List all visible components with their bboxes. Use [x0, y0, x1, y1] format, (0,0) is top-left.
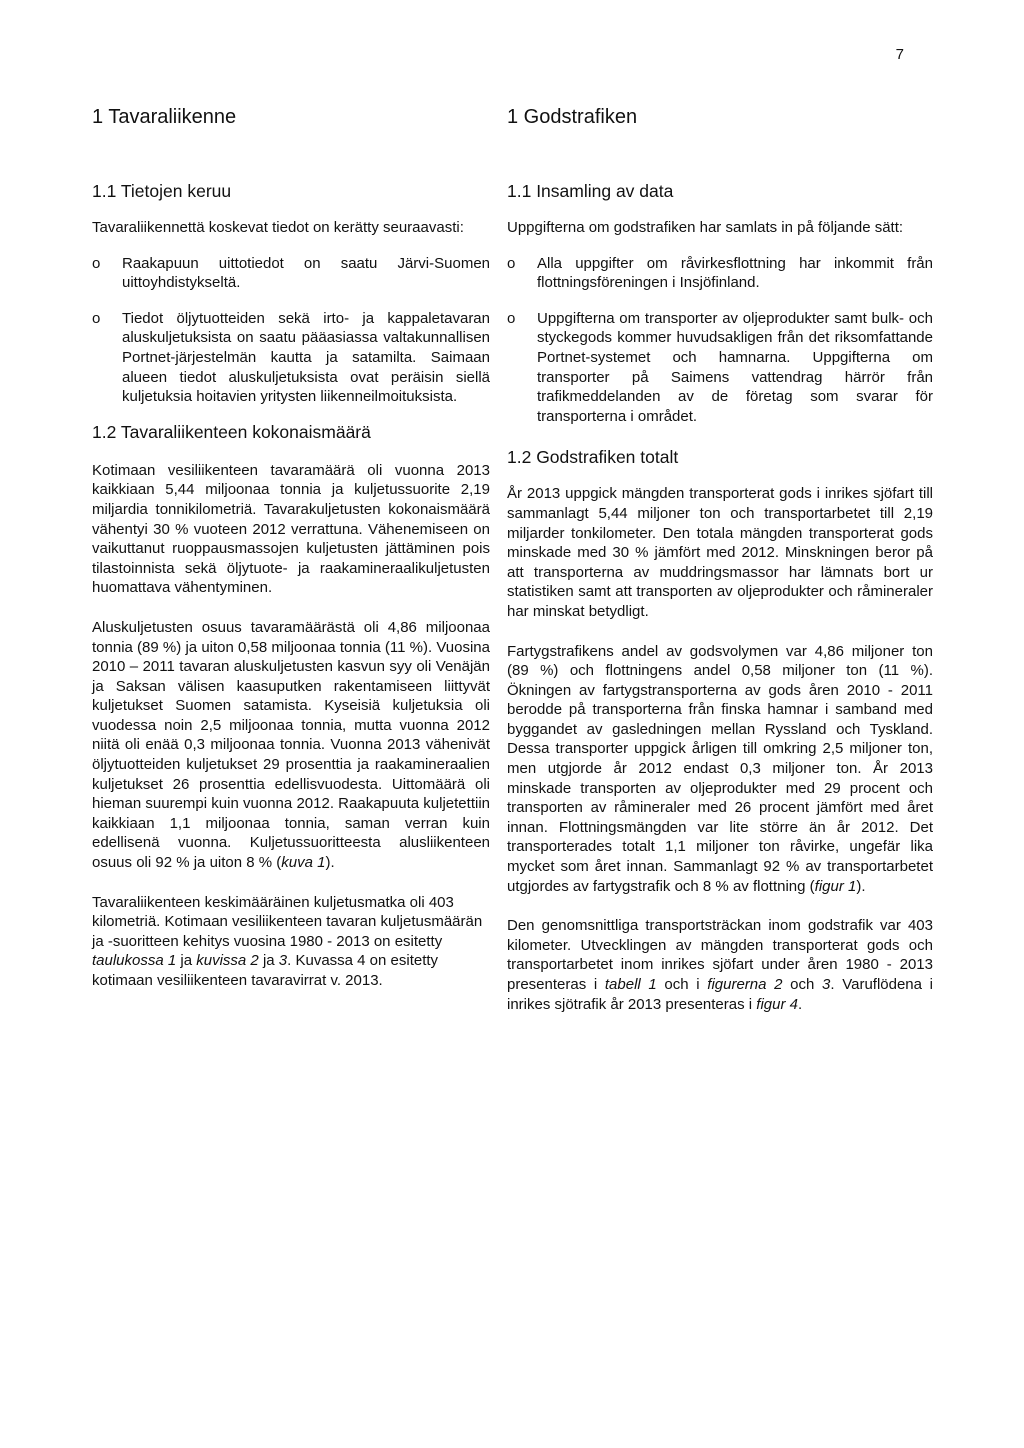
finnish-section2-title: 1.2 Tavaraliikenteen kokonaismäärä: [92, 421, 371, 442]
bullet-marker: o: [507, 309, 516, 327]
bullet-text: Alla uppgifter om råvirkesflottning har inkommit från flottningsföreningen i Insjöfinland.: [537, 254, 933, 292]
list-item: [507, 309, 933, 427]
swedish-section1-title: 1.1 Insamling av data: [507, 181, 674, 201]
swedish-title: 1 Godstrafiken: [507, 106, 638, 128]
table-reference: tabell 1: [604, 976, 657, 993]
finnish-paragraph-3: Tavaraliikenteen keskimääräinen kuljetusmatka oli 403 kilometriä. Kotimaan vesiliikenteen tavaran kuljetusmäärän ja -suoritteen kehitys vuosina 1980 - 2013 on esitetty taulukossa 1 ja kuvissa 2 ja 3. Kuvassa 4 on esitetty kotimaan vesiliikenteen tavaravirrat v. 2013.: [92, 893, 483, 989]
figure-reference: 3: [822, 976, 831, 993]
finnish-section1-title: 1.1 Tietojen keruu: [92, 181, 232, 201]
page-number: 7: [895, 46, 904, 63]
figure-reference: figur 4: [756, 995, 798, 1013]
swedish-bullet-list: [507, 254, 933, 427]
finnish-title: 1 Tavaraliikenne: [92, 106, 237, 128]
list-item: [92, 309, 490, 407]
figure-reference: kuvissa 2: [196, 952, 259, 970]
figure-reference: kuva 1: [281, 854, 326, 872]
swedish-paragraph-3: Den genomsnittliga transportsträckan inom godstrafik var 403 kilometer. Utvecklingen av mängden transporterat gods och transportarbetet inom inrikes sjöfart under åren 1980 - 2013 presenteras i tabell 1 och i figurerna 2 och 3. Varuflödena i inrikes sjötrafik år 2013 presenteras i figur 4.: [507, 917, 933, 1013]
swedish-paragraph-1: År 2013 uppgick mängden transporterat gods i inrikes sjöfart till sammanlagt 5,44 miljoner ton och transportarbetet till 2,19 miljarder tonkilometer. Den totala mängden transporterat gods minskade med 30 % jämfört med 2012. Minskningen beror på att transporterna av muddringsmassor har lämnats bort ur statistiken samt att transporten av oljeprodukter och råmineraler har minskat betydligt.: [507, 485, 933, 620]
swedish-paragraph-2: Fartygstrafikens andel av godsvolymen var 4,86 miljoner ton (89 %) och flottningens andel 0,58 miljoner ton (11 %). Ökningen av fartygstransporterna av gods åren 2010 - 2011 berodde på transporterna från finska hamnar i samband med byggandet av gasledningen mellan Ryssland och Tyskland. Dessa transporter uppgick årligen till omkring 2,5 miljoner ton, men utgjorde år 2012 endast 0,3 miljoner ton. År 2013 minskade transporten av oljeprodukter med 29 procent och transporten av råmineraler med 26 procent jämfört med året innan. Flottningsmängden var lite större än år 2012. Det transporterades totalt 1,1 miljoner ton råvirke, ungefär lika mycket som året innan. Sammanlagt 92 % av transportarbetet utgjordes av fartygstrafik och 8 % av flottning (figur 1).: [507, 642, 933, 895]
list-item: [507, 254, 933, 293]
bullet-text: Raakapuun uittotiedot on saatu Järvi-Suomen uittoyhdistykseltä.: [122, 254, 490, 292]
finnish-paragraph-2: Aluskuljetusten osuus tavaramäärästä oli 4,86 miljoonaa tonnia (89 %) ja uiton 0,58 miljoonaa tonnia (11 %). Vuosina 2010 – 2011 tavaran aluskuljetusten kasvun syy oli Venäjän ja Saksan välisen kaasuputken rakentamiseen liittyvät kuljetukset Suomen satamista. Kyseisiä kuljetuksia oli vuodessa noin 2,5 miljoonaa tonnia, mutta vuonna 2012 niitä oli enää 0,3 miljoonaa tonnia. Vuonna 2013 vähenivät öljytuotteiden kuljetukset 29 prosenttia ja raakamineraalien kuljetukset 26 prosenttia edellisvuodesta. Uittomäärä oli hieman suurempi kuin vuonna 2012. Raakapuuta kuljetettiin kaikkiaan 1,1 miljoonaa tonnia, saman verran kuin edellisenä vuonna. Kuljetussuoritteesta alusliikenteen osuus oli 92 % ja uiton 8 % (kuva 1).: [92, 618, 490, 872]
finnish-column: [92, 104, 490, 991]
figure-reference: 3: [278, 952, 288, 970]
finnish-paragraph-1: Kotimaan vesiliikenteen tavaramäärä oli vuonna 2013 kaikkiaan 5,44 miljoonaa tonnia ja kuljetussuorite 2,19 miljardia tonnikilometriä. Tavarakuljetusten kokonaismäärä vähentyi 30 % vuoteen 2012 verrattuna. Vähenemiseen on vaikuttanut ruoppausmassojen kuljetusten jättäminen pois tilastoinnista sekä öljytuote- ja raakamineraalikuljetusten huomattava vähentyminen.: [92, 461, 490, 597]
figure-reference: figur 1: [814, 877, 857, 895]
bullet-marker: o: [92, 309, 101, 327]
bullet-marker: o: [507, 254, 516, 272]
bullet-text: Tiedot öljytuotteiden sekä irto- ja kappaletavaran aluskuljetuksista on saatu pääasiassa valtakunnallisen Portnet-järjestelmän kautta ja satamilta. Saimaan alueen tiedot aluskuljetuksista ovat peräisin siellä kuljetuksia hoitavien yritysten liikenneilmoituksista.: [122, 309, 490, 406]
swedish-section1-intro: Uppgifterna om godstrafiken har samlats in på följande sätt:: [507, 219, 904, 236]
finnish-bullet-list: [92, 254, 490, 407]
finnish-section1-intro: Tavaraliikennettä koskevat tiedot on kerätty seuraavasti:: [92, 219, 464, 236]
swedish-column: [507, 104, 933, 1014]
bullet-marker: o: [92, 254, 101, 272]
list-item: [92, 254, 490, 293]
swedish-section2-title: 1.2 Godstrafiken totalt: [507, 447, 679, 468]
figure-reference: figurerna 2: [707, 976, 783, 993]
table-reference: taulukossa 1: [92, 952, 177, 970]
bullet-text: Uppgifterna om transporter av oljeprodukter samt bulk- och styckegods kommer huvudsakligen från det riksomfattande Portnet-systemet och hamnarna. Uppgifterna om transporter på Saimens vattendrag härrör från trafikmeddelanden av de företag som svarar för transporterna i området.: [537, 309, 933, 425]
